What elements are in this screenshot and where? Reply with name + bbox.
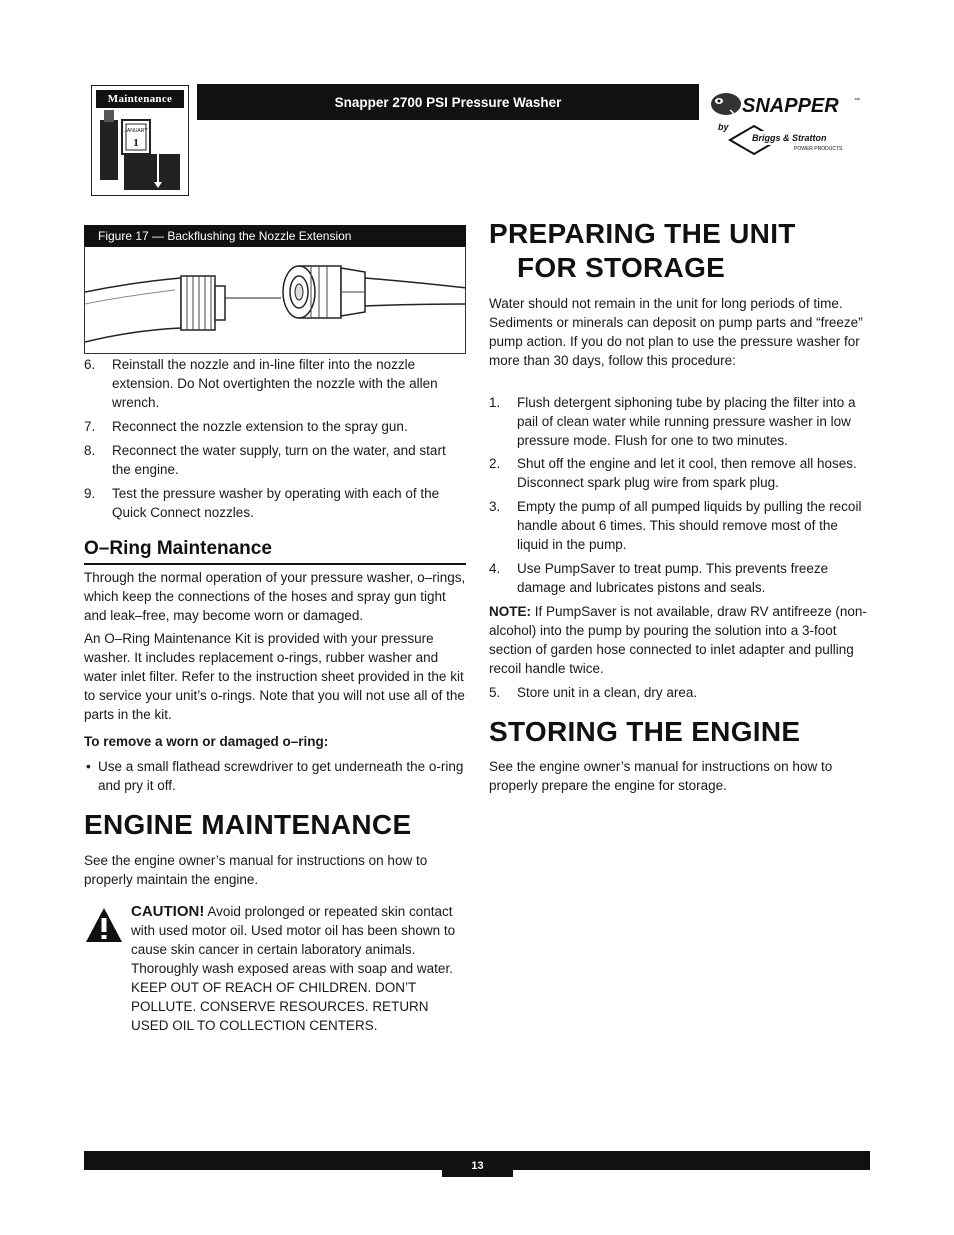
caution-block [131, 902, 466, 1035]
caution-text: Avoid prolonged or repeated skin contact with used motor oil. Used motor oil has been shown to cause skin cancer in certain laboratory animals. Thoroughly wash exposed areas with soap and water. KEEP OUT OF REACH OF CHILDREN. DON’T POLLUTE. CONSERVE RESOURCES. RETURN USED OIL TO COLLECTION CENTERS. [131, 904, 456, 1033]
engine-maintenance-heading: ENGINE MAINTENANCE [84, 809, 412, 840]
list-item: 9. Test the pressure washer by operating with each of the Quick Connect nozzles. [84, 486, 440, 520]
logo-tagline: POWER PRODUCTS [794, 146, 843, 152]
svg-text:™: ™ [854, 98, 860, 104]
document-title-bar [197, 84, 699, 120]
logo-brand: SNAPPER [742, 95, 839, 117]
document-title: Snapper 2700 PSI Pressure Washer [334, 94, 562, 110]
heading-rule [84, 563, 466, 565]
snapper-turtle-icon [708, 86, 868, 158]
storage-intro: Water should not remain in the unit for long periods of time. Sediments or minerals can deposit on pump parts and “freeze” pump action. If you do not plan to use the pressure washer for more than 30 days, follow this procedure: [489, 296, 863, 368]
note-label: NOTE: [489, 604, 531, 619]
page-number: 13 [442, 1156, 513, 1177]
storing-engine-text: See the engine owner’s manual for instructions on how to properly prepare the engine for storage. [489, 759, 833, 793]
list-item: 7. Reconnect the nozzle extension to the spray gun. [84, 419, 408, 434]
nozzle-extension-drawing [85, 246, 466, 354]
snapper-logo [708, 86, 868, 158]
list-item: 2. Shut off the engine and let it cool, then remove all hoses. Disconnect spark plug wire from spark plug. [489, 456, 857, 490]
section-label: Maintenance [96, 90, 184, 108]
caution-label: CAUTION! [131, 903, 205, 920]
storage-heading [489, 217, 796, 285]
list-item: • Use a small flathead screwdriver to get underneath the o-ring and pry it off. [86, 759, 464, 793]
storing-engine-heading: STORING THE ENGINE [489, 716, 801, 747]
note-text: If PumpSaver is not available, draw RV antifreeze (non-alcohol) into the pump by pouring the solution into a 3-foot section of garden hose connected to inlet adapter and pulling recoil handle twice. [489, 604, 867, 676]
note-block [489, 602, 871, 678]
list-item: 1. Flush detergent siphoning tube by placing the filter into a pail of clean water while running pressure washer in low pressure mode. Flush for one to two minutes. [489, 395, 856, 448]
oring-paragraph-2: An O–Ring Maintenance Kit is provided with your pressure washer. It includes replacement o-rings, rubber washer and water inlet filter. Refer to the instruction sheet provided in the kit to service your unit’s o-rings. Note that you will not use all of the parts in the kit. [84, 631, 465, 722]
storage-heading-line-1: PREPARING THE UNIT [489, 218, 796, 249]
calendar-month: JANUARY [124, 128, 148, 134]
warning-icon [84, 906, 124, 944]
engine-maintenance-text: See the engine owner’s manual for instructions on how to properly maintain the engine. [84, 853, 428, 887]
maintenance-section-badge [91, 85, 189, 196]
list-item: 8. Reconnect the water supply, turn on the water, and start the engine. [84, 443, 446, 477]
remove-oring-heading: To remove a worn or damaged o–ring: [84, 734, 329, 749]
figure-illustration [84, 246, 466, 354]
logo-by: by [718, 122, 729, 132]
list-item: 4. Use PumpSaver to treat pump. This prevents freeze damage and lubricates pistons and seals. [489, 561, 829, 595]
calendar-day: 1 [133, 137, 139, 149]
oring-heading: O–Ring Maintenance [84, 538, 272, 559]
list-item: 3. Empty the pump of all pumped liquids by pulling the recoil handle about 6 times. This should remove most of the liquid in the pump. [489, 499, 862, 552]
list-item: 5. Store unit in a clean, dry area. [489, 685, 698, 700]
storage-heading-line-2: FOR STORAGE [517, 252, 726, 283]
oring-paragraph-1: Through the normal operation of your pressure washer, o–rings, which keep the connections of the hoses and spray gun tight and leak–free, may become worn or damaged. [84, 570, 466, 623]
calendar-icon [96, 110, 186, 194]
list-item: 6. Reinstall the nozzle and in-line filter into the nozzle extension. Do Not overtighten the nozzle with the allen wrench. [84, 357, 438, 410]
figure-caption: Figure 17 — Backflushing the Nozzle Extension [84, 225, 466, 247]
logo-company: Briggs & Stratton [752, 133, 827, 143]
